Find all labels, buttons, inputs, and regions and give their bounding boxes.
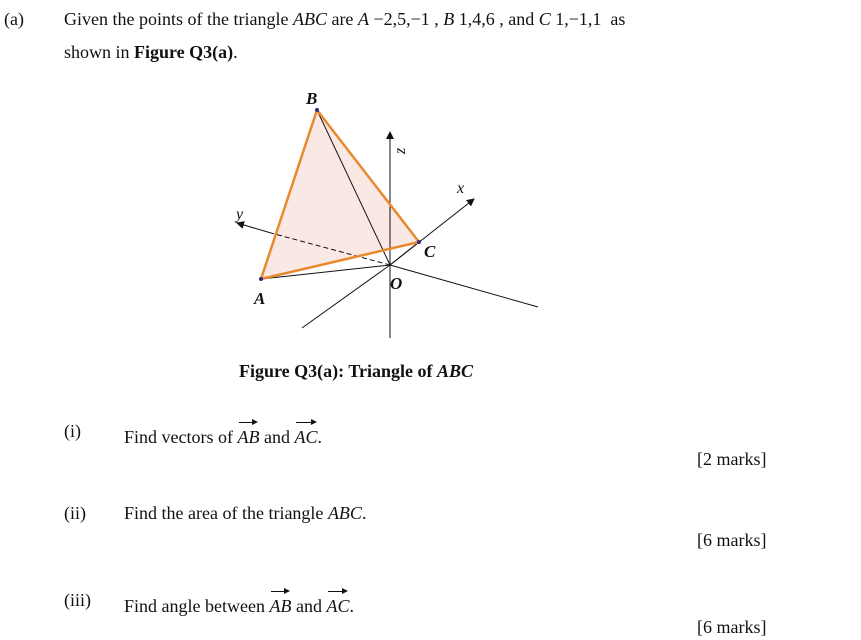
point-a: [259, 277, 263, 281]
subpart-i-and: and: [263, 427, 290, 447]
subpart-ii-period: .: [361, 503, 367, 523]
subpart-label-i: (i): [64, 421, 81, 441]
marks-ii: [6 marks]: [697, 530, 767, 550]
intro-line-2: [64, 41, 238, 63]
label-a: A: [254, 289, 266, 308]
triangle-face: [261, 110, 419, 279]
marks-iii: [6 marks]: [697, 617, 767, 637]
x-axis-negative: [302, 265, 390, 328]
y-axis-negative: [390, 265, 538, 307]
label-x-axis: x: [457, 180, 465, 197]
subpart-text-ii: [124, 502, 366, 524]
subpart-iii-period: .: [349, 596, 354, 616]
intro-text: Given the points of the triangle: [64, 9, 289, 29]
triangle-figure: [225, 82, 555, 344]
subpart-label-ii: (ii): [64, 503, 86, 523]
intro-are: are: [331, 9, 354, 29]
intro-line-1: Given the points of the triangle ABC are A −2,5,−1 , B 1,4,6 , and C 1,−1,1 as: [64, 9, 626, 29]
caption-triangle: ABC: [436, 361, 474, 381]
subpart-ii-triangle: ABC: [327, 503, 362, 523]
intro-shown-in: shown in: [64, 42, 130, 62]
point-b-coords: 1,4,6: [458, 9, 495, 29]
triangle-name: ABC: [292, 9, 327, 29]
subpart-i-period: .: [317, 427, 322, 447]
marks-i: [2 marks]: [697, 449, 767, 469]
part-label: (a): [4, 9, 24, 29]
subpart-iii-and: and: [295, 596, 322, 616]
subpart-text-i: [124, 420, 322, 448]
vector-ab-iii: AB: [269, 589, 291, 617]
y-axis: [237, 223, 271, 233]
vector-ab: AB: [237, 420, 259, 448]
vector-ac: AC: [294, 420, 317, 448]
point-a-name: A: [357, 9, 369, 29]
label-c: C: [424, 242, 436, 261]
label-y-axis: y: [236, 206, 244, 223]
point-c-name: C: [538, 9, 551, 29]
figure-caption: [239, 360, 473, 382]
intro-period: .: [233, 42, 238, 62]
point-c: [417, 240, 421, 244]
subpart-ii-text: Find the area of the triangle: [124, 503, 324, 523]
point-b: [315, 108, 319, 112]
caption-prefix: Figure Q3(a): Triangle of: [239, 361, 433, 381]
label-z-axis: z: [392, 147, 409, 154]
point-c-coords: 1,−1,1: [555, 9, 602, 29]
subpart-label-iii: (iii): [64, 590, 91, 610]
subpart-i-text: Find vectors of: [124, 427, 233, 447]
subpart-iii-text: Find angle between: [124, 596, 265, 616]
point-a-coords: −2,5,−1: [373, 9, 430, 29]
figure-reference: Figure Q3(a): [134, 42, 234, 62]
vector-ac-iii: AC: [326, 589, 349, 617]
point-b-name: B: [443, 9, 455, 29]
subpart-text-iii: [124, 589, 354, 617]
label-b: B: [306, 89, 318, 108]
label-origin: O: [390, 274, 403, 293]
intro-and: and: [508, 9, 535, 29]
intro-as: as: [610, 9, 626, 29]
